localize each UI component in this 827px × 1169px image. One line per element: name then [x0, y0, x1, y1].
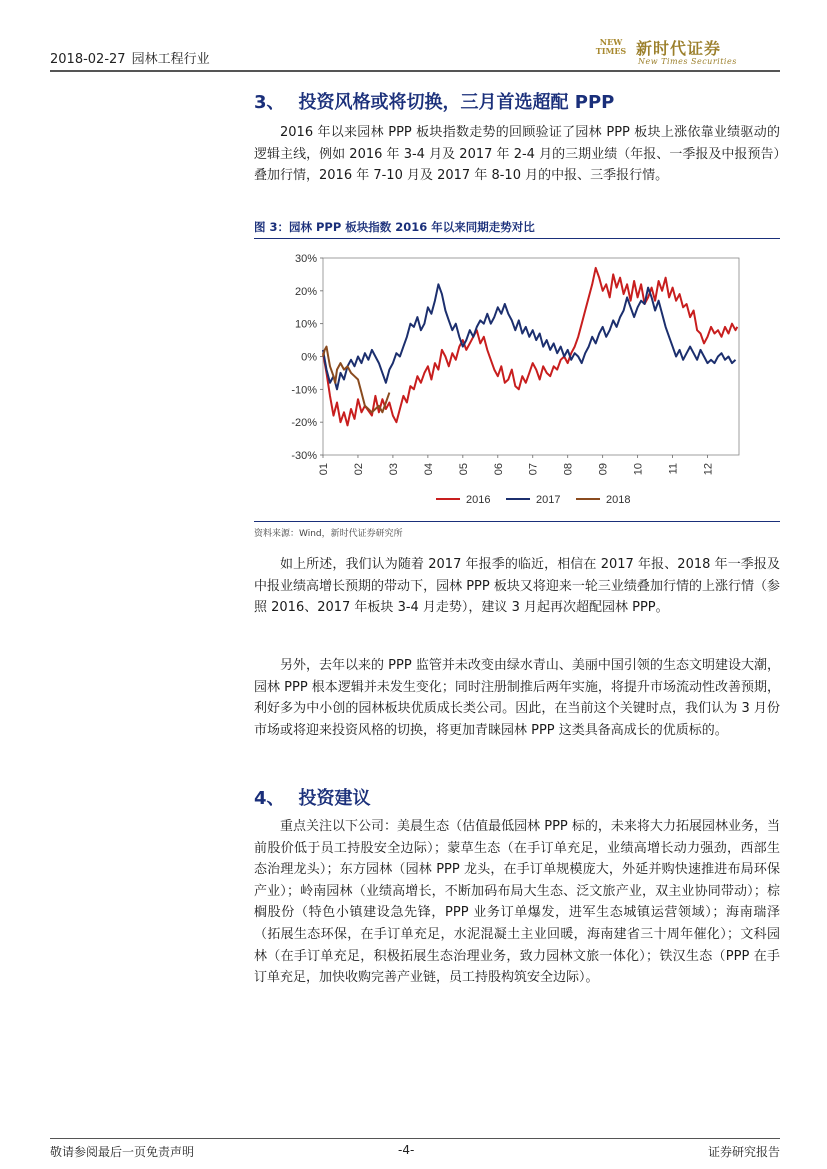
section-3-number: 3、 — [254, 92, 285, 113]
x-tick-label: 10 — [632, 463, 645, 476]
section-4-title: 投资建议 — [298, 788, 371, 809]
legend-label-2017: 2017 — [536, 494, 561, 506]
figure-source-wrap — [254, 526, 780, 539]
logo-chinese-name: 新时代证券 — [636, 39, 722, 58]
x-tick-label: 04 — [422, 463, 435, 476]
section-4 — [254, 784, 780, 810]
section-3-body — [254, 122, 780, 187]
line-chart — [254, 242, 780, 520]
legend-label-2016: 2016 — [466, 494, 491, 506]
y-tick-label: 30% — [294, 253, 317, 265]
section-3-heading — [254, 88, 780, 114]
figure-3 — [254, 219, 780, 235]
figure-top-rule — [254, 238, 780, 239]
section-3-title: 投资风格或将切换，三月首选超配 PPP — [298, 92, 615, 113]
section-3-paragraph: 2016 年以来园林 PPP 板块指数走势的回顾验证了园林 PPP 板块上涨依靠业绩驱动的逻辑主线，例如 2016 年 3-4 月及 2017 年 2-4 月的三期业绩（年报、一季报及中报预告）叠加行情，2016 年 7-10 月及 2017 年 8-10 月的中报、三季报行情。 — [254, 125, 780, 184]
figure-bottom-rule — [254, 521, 780, 522]
header-left — [50, 48, 216, 67]
x-tick-label: 07 — [527, 463, 540, 476]
x-tick-label: 12 — [702, 463, 715, 476]
section-4-number: 4、 — [254, 788, 285, 809]
section-4-paragraph: 重点关注以下公司：美晨生态（估值最低园林 PPP 标的，未来将大力拓展园林业务，当前股价低于员工持股安全边际）；蒙草生态（在手订单充足，业绩高增长动力强劲，西部生态治理龙头）；东方园林（园林 PPP 龙头，在手订单规模庞大，外延并购快速推进布局环保产业）；岭南园林（业绩高增长，不断加码布局大生态、泛文旅产业，双主业协同带动）；棕榈股份（特色小镇建设急先锋，PPP 业务订单爆发，进军生态城镇运营领域）；海南瑞泽（拓展生态环保，在手订单充足，水泥混凝土主业回暖，海南建省三十周年催化）；文科园林（在手订单充足，积极拓展生态治理业务，致力园林文旅一体化）；铁汉生态（PPP 在手订单充足，加快收购完善产业链，员工持股构筑安全边际）。 — [254, 819, 780, 986]
logo-english-name: New Times Securities — [638, 57, 737, 66]
footer-report-type: 证券研究报告 — [707, 1145, 780, 1159]
footer-divider — [50, 1138, 780, 1139]
y-tick-label: 0% — [301, 351, 317, 364]
x-tick-label: 05 — [457, 463, 470, 476]
series-line-2018 — [323, 347, 389, 413]
industry-name: 园林工程行业 — [131, 52, 210, 67]
y-tick-label: -20% — [291, 417, 317, 430]
paragraph-3: 另外，去年以来的 PPP 监管并未改变由绿水青山、美丽中国引领的生态文明建设大潮，园林 PPP 根本逻辑并未发生变化；同时注册制推后两年实施，将提升市场流动性改善预期，利好多为中小创的园林板块优质成长类公司。因此，在当前这个关键时点，我们认为 3 月份市场或将迎来投资风格的切换，将更加青睐园林 PPP 这类具备高成长的优质标的。 — [254, 658, 780, 738]
paragraph-2-wrap — [254, 554, 780, 619]
header-divider — [50, 70, 780, 72]
company-logo — [590, 34, 780, 70]
report-date: 2018-02-27 — [50, 52, 126, 67]
y-tick-label: 20% — [294, 285, 317, 298]
paragraph-3-wrap — [254, 655, 780, 741]
x-tick-label: 06 — [492, 463, 505, 476]
x-tick-label: 02 — [352, 463, 365, 476]
page-header — [50, 34, 780, 74]
footer-disclaimer: 敬请参阅最后一页免责声明 — [50, 1145, 195, 1159]
x-tick-label: 11 — [667, 463, 680, 475]
y-tick-label: 10% — [294, 318, 317, 331]
section-4-heading — [254, 784, 780, 810]
x-tick-label: 03 — [387, 463, 400, 476]
paragraph-2: 如上所述，我们认为随着 2017 年报季的临近，相信在 2017 年报、2018 年一季报及中报业绩高增长预期的带动下，园林 PPP 板块又将迎来一轮三业绩叠加行情的上涨行情（参照 2016、2017 年板块 3-4 月走势），建议 3 月起再次超配园林 PPP。 — [254, 557, 780, 616]
x-tick-label: 09 — [597, 463, 610, 476]
page-number: -4- — [398, 1143, 415, 1157]
y-tick-label: -30% — [291, 450, 317, 462]
x-tick-label: 08 — [562, 463, 575, 476]
figure-caption: 图 3：园林 PPP 板块指数 2016 年以来同期走势对比 — [254, 220, 535, 234]
legend-label-2018: 2018 — [606, 494, 631, 506]
x-tick-label: 01 — [318, 463, 330, 476]
y-tick-label: -10% — [291, 384, 317, 397]
section-4-body — [254, 816, 780, 989]
section-3 — [254, 88, 780, 114]
figure-source: 资料来源：Wind，新时代证券研究所 — [254, 529, 403, 539]
logo-mark: NEW TIMES — [595, 37, 627, 56]
